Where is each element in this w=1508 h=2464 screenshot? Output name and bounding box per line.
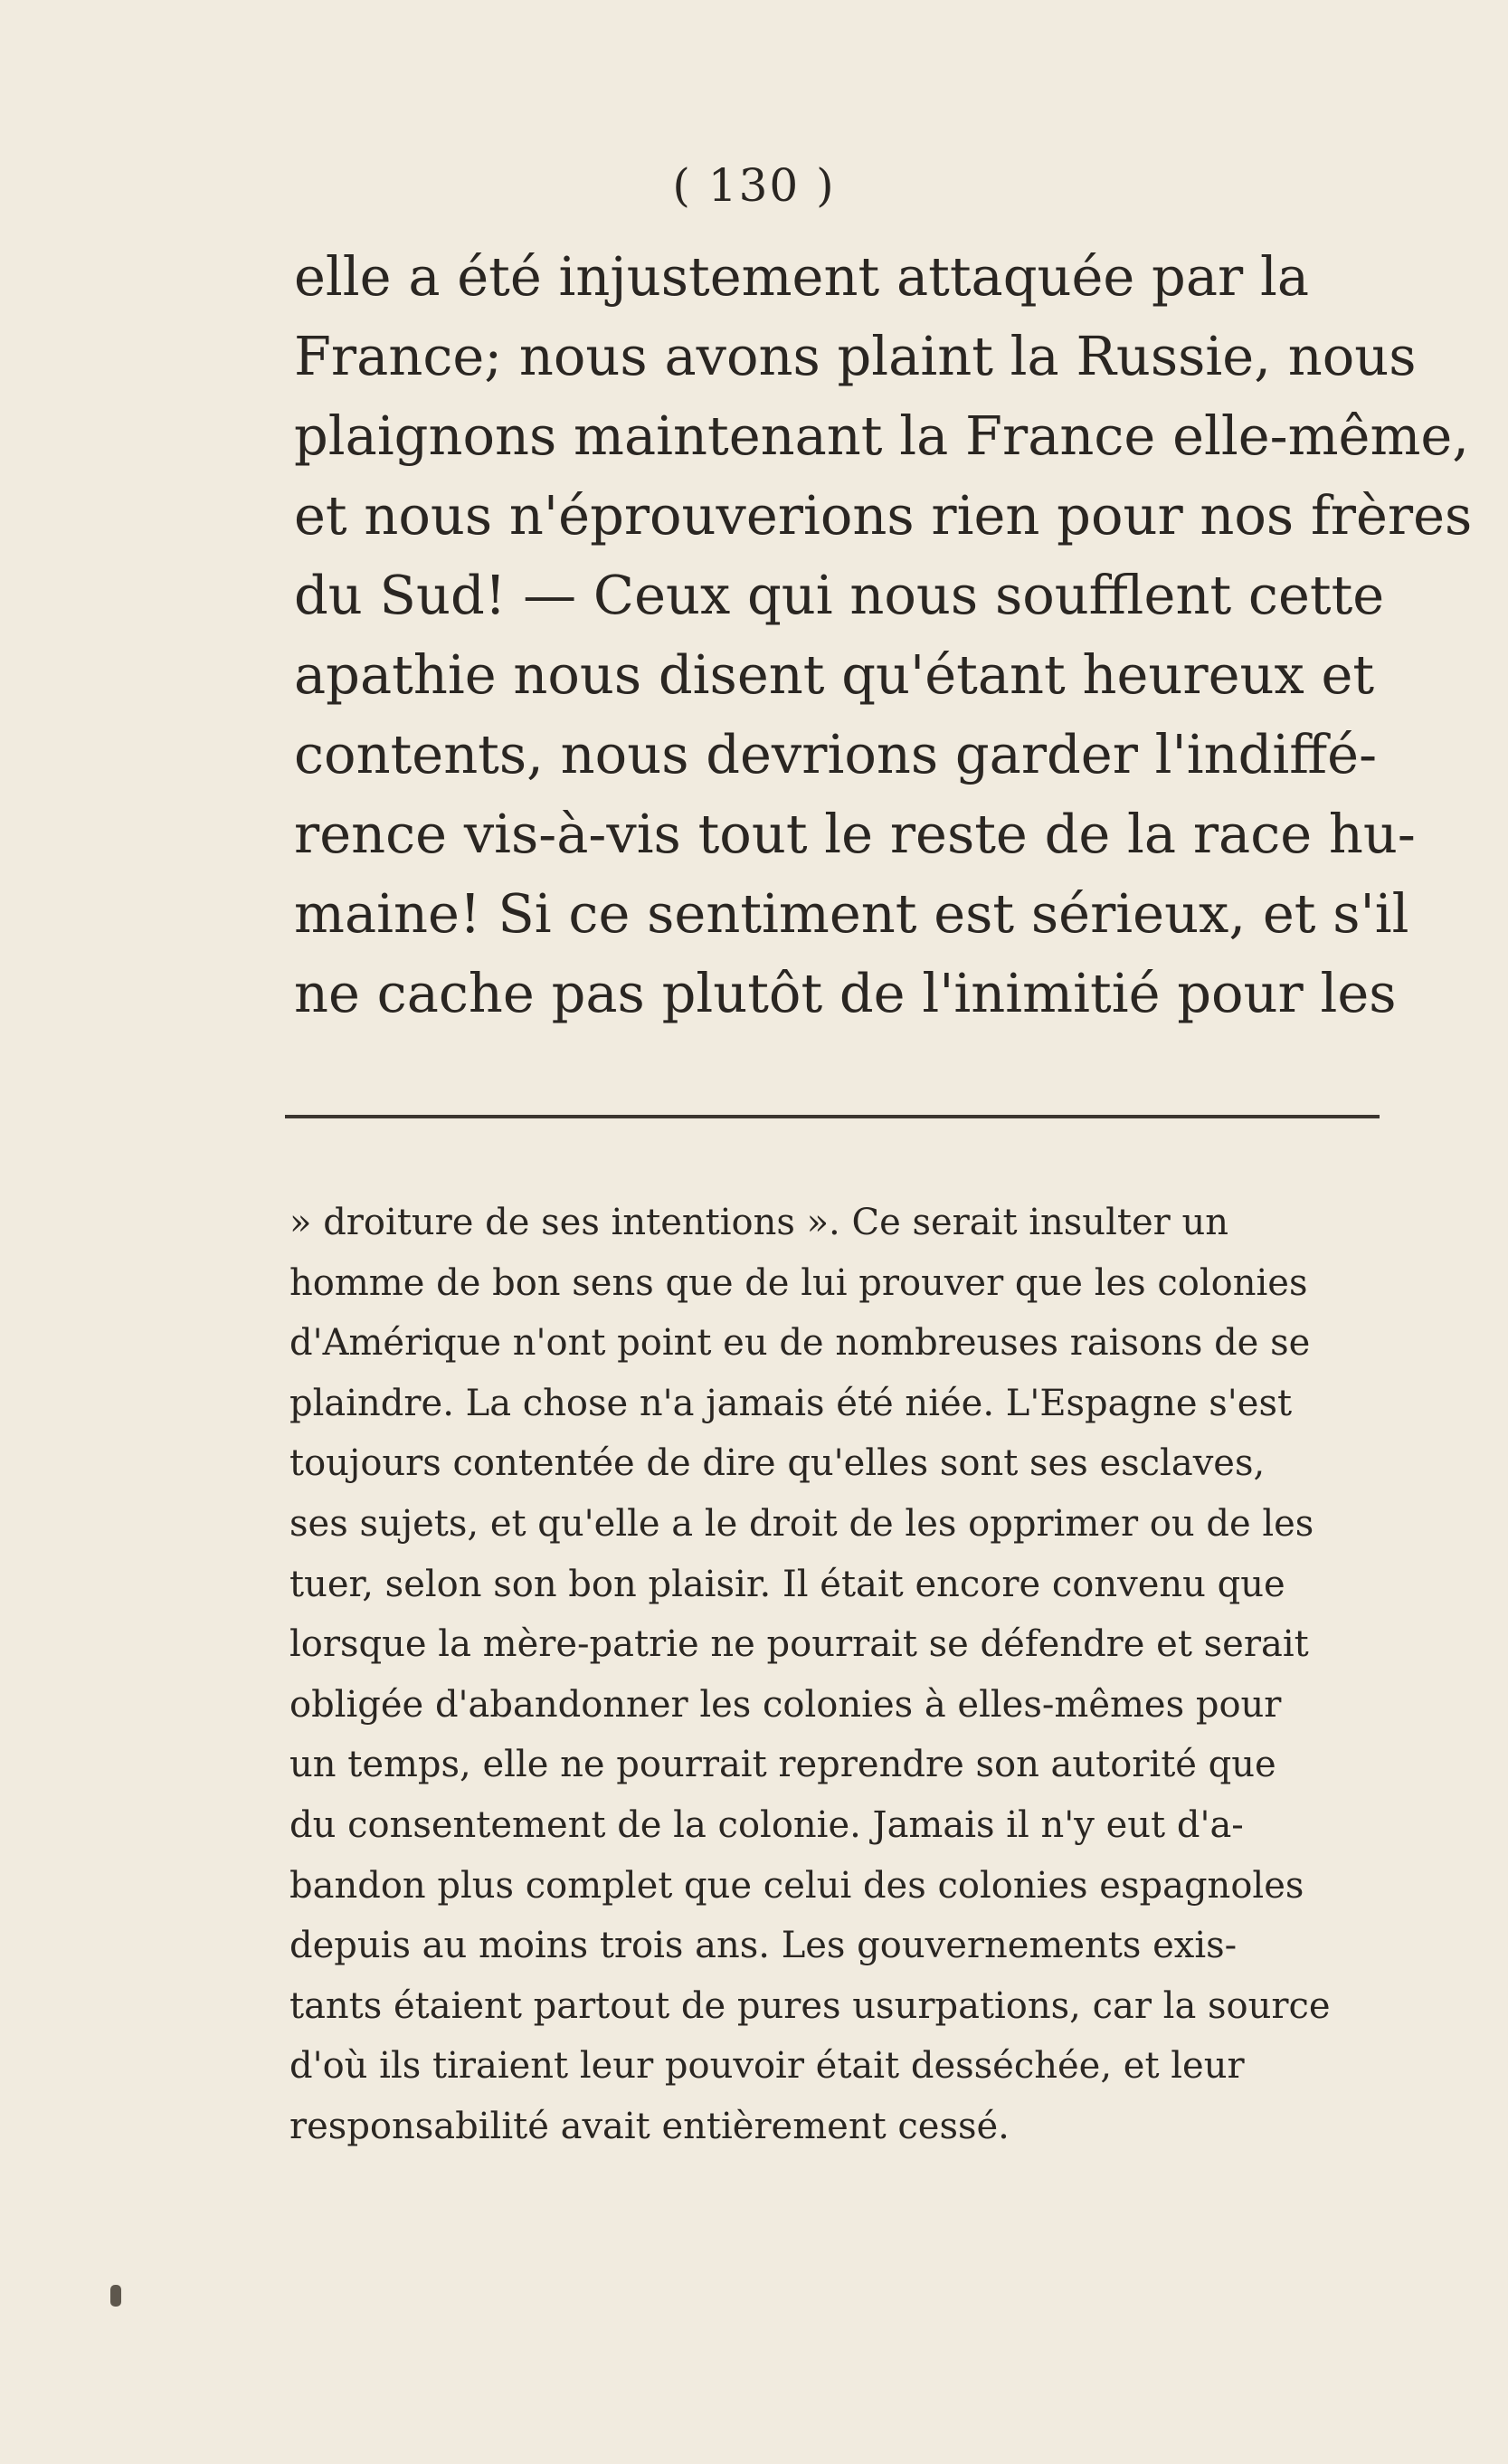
main-text-line: apathie nous disent qu'étant heureux et <box>294 643 1375 706</box>
footnote-line: homme de bon sens que de lui prouver que les colonies <box>289 1261 1308 1304</box>
main-text <box>294 237 1473 1033</box>
footnote-line: responsabilité avait entièrement cessé. <box>289 2105 1010 2147</box>
footnote-line: du consentement de la colonie. Jamais il n'y eut d'a- <box>289 1803 1244 1846</box>
footnote-line: plaindre. La chose n'a jamais été niée. L'Espagne s'est <box>289 1382 1293 1424</box>
main-text-line: elle a été injustement attaquée par la <box>294 245 1310 308</box>
footnote-divider <box>285 1115 1380 1118</box>
page-number: ( 130 ) <box>672 159 836 212</box>
main-text-line: France; nous avons plaint la Russie, nous <box>294 325 1417 387</box>
main-text-line: du Sud! — Ceux qui nous soufflent cette <box>294 564 1385 626</box>
main-text-line: contents, nous devrions garder l'indiffé- <box>294 723 1378 785</box>
footnote-line: depuis au moins trois ans. Les gouvernements exis- <box>289 1925 1238 1967</box>
footnote-line: d'où ils tiraient leur pouvoir était desséchée, et leur <box>289 2045 1245 2088</box>
footnote-line: lorsque la mère-patrie ne pourrait se défendre et serait <box>289 1623 1309 1666</box>
footnote-line: ses sujets, et qu'elle a le droit de les opprimer ou de les <box>289 1502 1314 1545</box>
main-text-line: plaignons maintenant la France elle-même, <box>294 404 1470 467</box>
footnote-line: » droiture de ses intentions ». Ce serait insulter un <box>289 1202 1228 1243</box>
footnote <box>289 1193 1411 2157</box>
footnote-line: d'Amérique n'ont point eu de nombreuses raisons de se <box>289 1322 1311 1365</box>
main-text-line: ne cache pas plutôt de l'inimitié pour les <box>294 962 1397 1024</box>
footnote-line: tuer, selon son bon plaisir. Il était encore convenu que <box>289 1563 1285 1605</box>
ink-speck <box>110 2285 121 2307</box>
main-text-line: et nous n'éprouverions rien pour nos frères <box>294 484 1473 547</box>
footnote-line: obligée d'abandonner les colonies à elles-mêmes pour <box>289 1683 1282 1726</box>
footnote-line: tants étaient partout de pures usurpations, car la source <box>289 1984 1331 2027</box>
main-text-line: maine! Si ce sentiment est sérieux, et s'il <box>294 882 1409 945</box>
main-text-line: rence vis-à-vis tout le reste de la race hu- <box>294 803 1416 865</box>
footnote-line: bandon plus complet que celui des colonies espagnoles <box>289 1864 1304 1907</box>
footnote-line: toujours contentée de dire qu'elles sont ses esclaves, <box>289 1442 1266 1485</box>
footnote-line: un temps, elle ne pourrait reprendre son autorité que <box>289 1744 1276 1786</box>
